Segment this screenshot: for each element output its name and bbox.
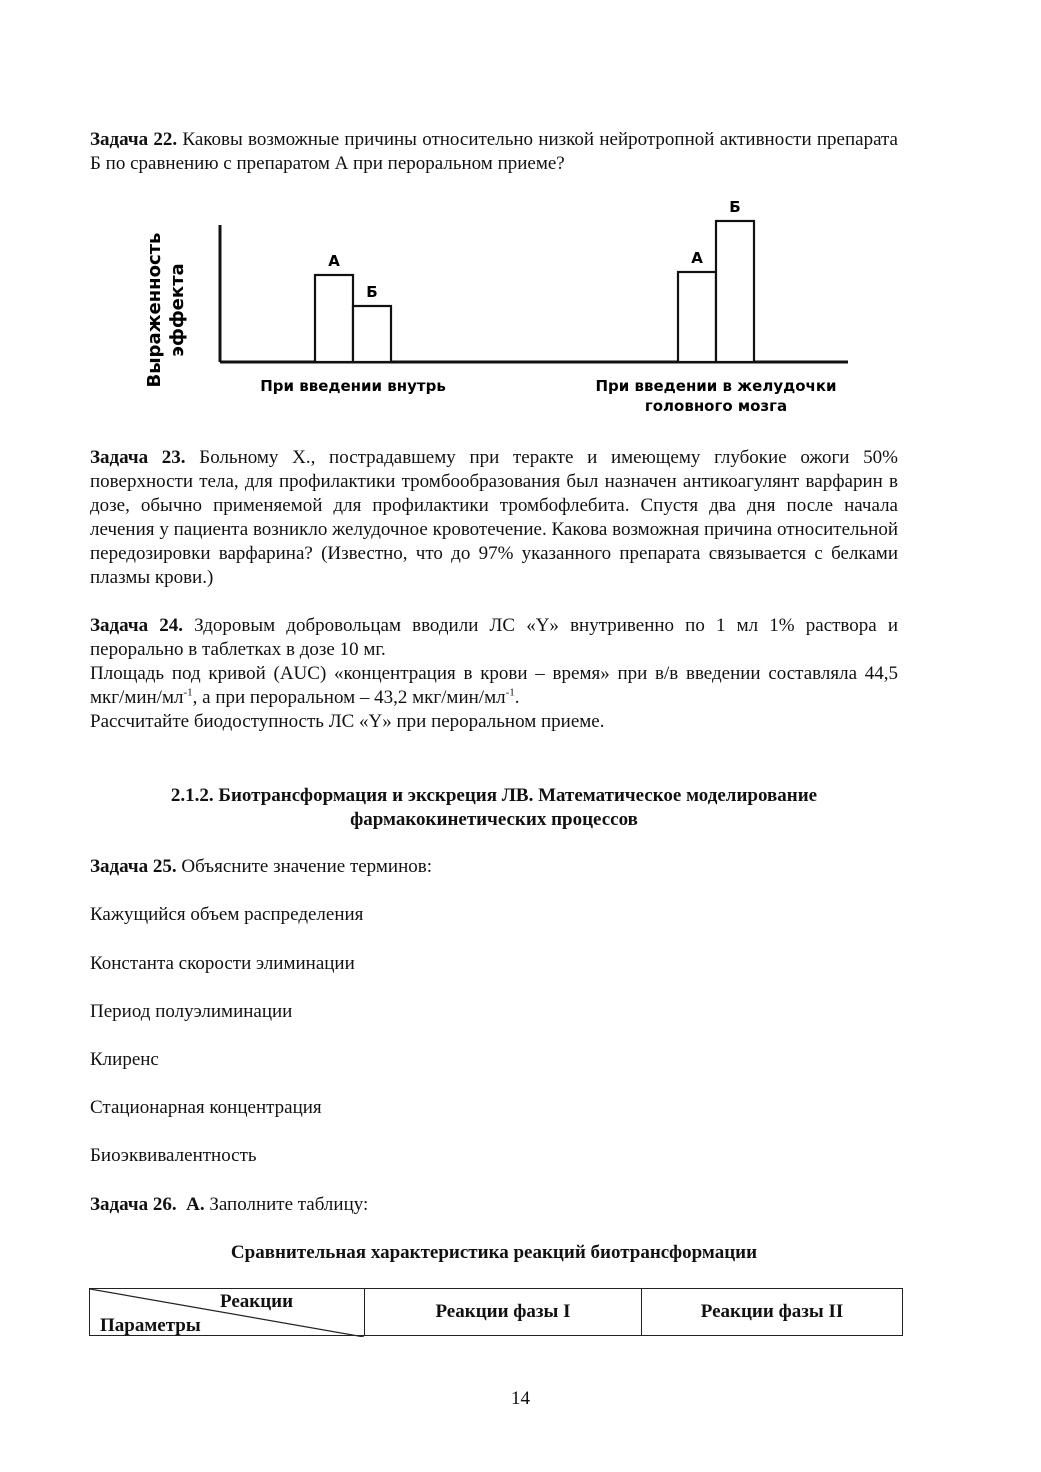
task26-paragraph [90, 1193, 368, 1217]
header-phase1: Реакции фазы I [365, 1289, 642, 1336]
task24-text2a: Площадь под кривой (AUC) «концентрация в крови – время» при в/в введении составляла 44,5 мкг/мин/мл [90, 663, 898, 708]
bar [315, 275, 353, 362]
task24-auc-paragraph [90, 662, 898, 710]
task22-label: Задача 22. [90, 129, 178, 150]
task24-paragraph [90, 614, 898, 662]
biotransformation-table [89, 1288, 903, 1336]
task23-paragraph [90, 446, 898, 590]
bar [353, 306, 391, 362]
table-corner-cell [90, 1289, 365, 1336]
task24-text2b: , а при пероральном – 43,2 мкг/мин/мл [192, 687, 506, 708]
effect-bar-chart [135, 195, 865, 420]
category-label: головного мозга [644, 397, 788, 415]
bar-label: А [691, 249, 703, 267]
category-label: При введении в желудочки [595, 377, 837, 395]
task24-sup1: -1 [183, 686, 193, 699]
term-item: Клиренс [90, 1049, 159, 1070]
task23-label: Задача 23. [90, 447, 186, 468]
category-label: При введении внутрь [260, 377, 446, 395]
task24-text1: Здоровым добровольцам вводили ЛС «Y» внутривенно по 1 мл 1% раствора и перорально в таблетках в дозе 10 мг. [90, 615, 899, 660]
task26-sublabel: А. [186, 1194, 205, 1215]
task25-label: Задача 25. [90, 856, 177, 877]
bar-label: Б [366, 283, 378, 301]
task22-text: Каковы возможные причины относительно низкой нейротропной активности препарата Б по сравнению с препаратом А при пероральном приеме? [90, 129, 898, 174]
term-item: Кажущийся объем распределения [90, 904, 364, 925]
task22-paragraph [90, 128, 898, 176]
term-item: Константа скорости элиминации [90, 953, 355, 974]
task24-question: Рассчитайте биодоступность ЛС «Y» при пероральном приеме. [90, 711, 605, 732]
section-heading-line2: фармакокинетических процессов [350, 809, 638, 830]
page-number: 14 [511, 1388, 530, 1409]
bar [678, 272, 716, 362]
term-item: Стационарная концентрация [90, 1097, 322, 1118]
task25-paragraph [90, 855, 432, 879]
section-heading-line1: 2.1.2. Биотрансформация и экскреция ЛВ. Математическое моделирование [170, 785, 818, 806]
header-phase2: Реакции фазы II [642, 1289, 903, 1336]
task24-label: Задача 24. [90, 615, 183, 636]
y-axis-label-line2: эффекта [167, 263, 188, 357]
task26-text: Заполните таблицу: [209, 1194, 369, 1215]
task26-label: Задача 26. [90, 1194, 177, 1215]
bar [716, 221, 754, 362]
task23-text: Больному Х., пострадавшему при теракте и имеющему глубокие ожоги 50% поверхности тела, для профилактики тромбообразования был назначен антикоагулянт варфарин в дозе, обычно применяемой для профилактики тромбофлебита. Спустя два дня после начала лечения у пациента возникло желудочное кровотечение. Какова возможная причина относительной передозировки варфарина? (Известно, что до 97% указанного препарата связывается с белками плазмы крови.) [90, 447, 899, 588]
corner-reactions-label: Реакции [220, 1291, 294, 1312]
term-item: Период полуэлиминации [90, 1001, 293, 1022]
task25-text: Объясните значение терминов: [181, 856, 433, 877]
y-axis-label-line1: Выраженность [144, 232, 165, 388]
corner-parameters-label: Параметры [100, 1315, 201, 1336]
term-item: Биоэквивалентность [90, 1145, 257, 1166]
table-title: Сравнительная характеристика реакций биотрансформации [230, 1242, 758, 1263]
table-header-row [90, 1289, 903, 1336]
task24-text2c: . [514, 687, 520, 708]
bar-label: А [328, 252, 340, 270]
bar-label: Б [729, 198, 741, 216]
task24-sup2: -1 [505, 686, 515, 699]
